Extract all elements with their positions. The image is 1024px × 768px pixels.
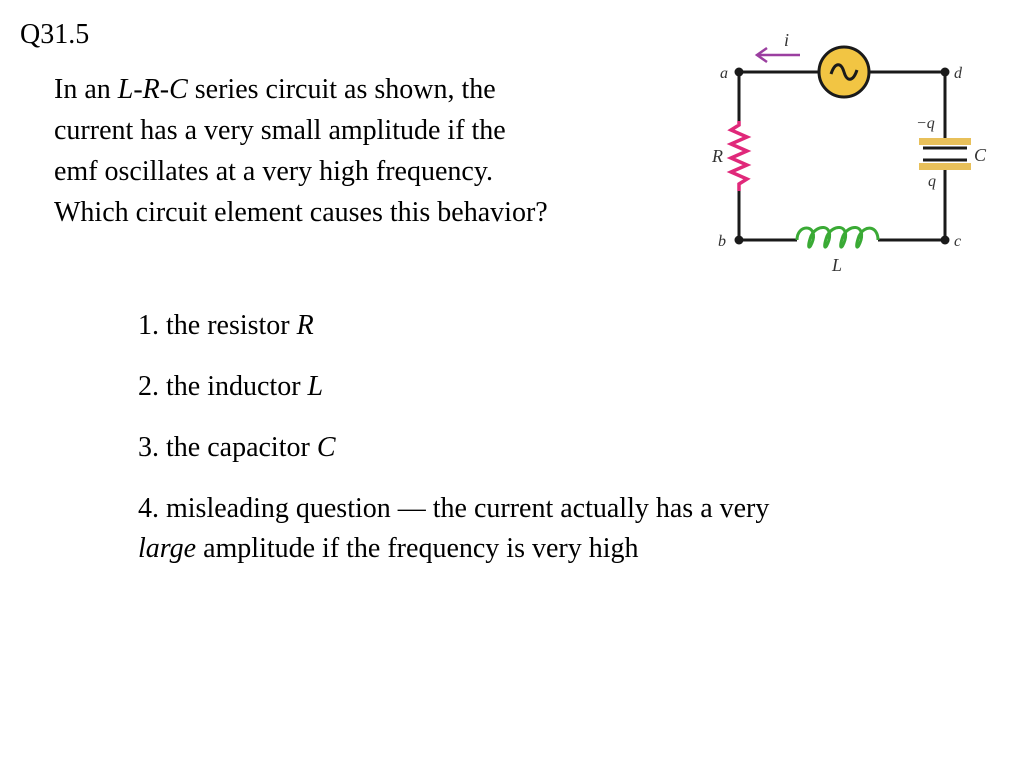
current-label: i (784, 30, 790, 50)
question-stem (54, 69, 674, 233)
resistor-label: R (712, 146, 723, 166)
option-3-symbol: C (316, 432, 336, 463)
resistor-icon (731, 121, 747, 191)
node-d-label: d (954, 65, 962, 82)
node-c-label: c (954, 233, 962, 250)
node-d-dot (941, 68, 950, 77)
option-4-line-1: 4. misleading question — the current actually has a very (138, 493, 770, 524)
option-3-text: 3. the capacitor (138, 432, 317, 463)
option-3[interactable] (138, 428, 998, 468)
circuit-diagram (700, 28, 1000, 278)
option-1-symbol: R (296, 310, 314, 341)
inductor-label: L (832, 255, 843, 275)
capacitor-charge-bottom: q (928, 173, 936, 190)
option-2-symbol: L (307, 371, 324, 402)
stem-line-2: current has a very small amplitude if the (54, 115, 506, 146)
node-a-label: a (720, 65, 728, 82)
current-arrow-icon (757, 48, 800, 62)
option-4[interactable] (138, 489, 998, 569)
option-2[interactable] (138, 367, 998, 407)
node-b-dot (735, 236, 744, 245)
stem-line-3: emf oscillates at a very high frequency. (54, 156, 494, 187)
stem-text: series circuit as shown, the (187, 74, 496, 105)
inductor-icon (797, 227, 878, 247)
node-a-dot (735, 68, 744, 77)
stem-line-1 (54, 69, 674, 110)
stem-circuit-type: L-R-C (117, 74, 188, 105)
capacitor-label: C (974, 145, 987, 165)
node-b-label: b (718, 233, 726, 250)
option-1[interactable] (138, 306, 998, 346)
circuit-svg (700, 28, 1000, 278)
option-1-text: 1. the resistor (138, 310, 297, 341)
capacitor-plate-top-halo (919, 138, 971, 145)
answer-options (138, 306, 998, 590)
option-2-text: 2. the inductor (138, 371, 308, 402)
stem-text: In an (54, 74, 118, 105)
question-number: Q31.5 (20, 19, 90, 50)
stem-line-4: Which circuit element causes this behavior? (54, 197, 548, 228)
capacitor-plate-bottom-halo (919, 163, 971, 170)
option-4-line-2: amplitude if the frequency is very high (196, 533, 639, 564)
option-4-emphasis: large (138, 533, 197, 564)
node-c-dot (941, 236, 950, 245)
capacitor-charge-top: −q (916, 115, 935, 132)
